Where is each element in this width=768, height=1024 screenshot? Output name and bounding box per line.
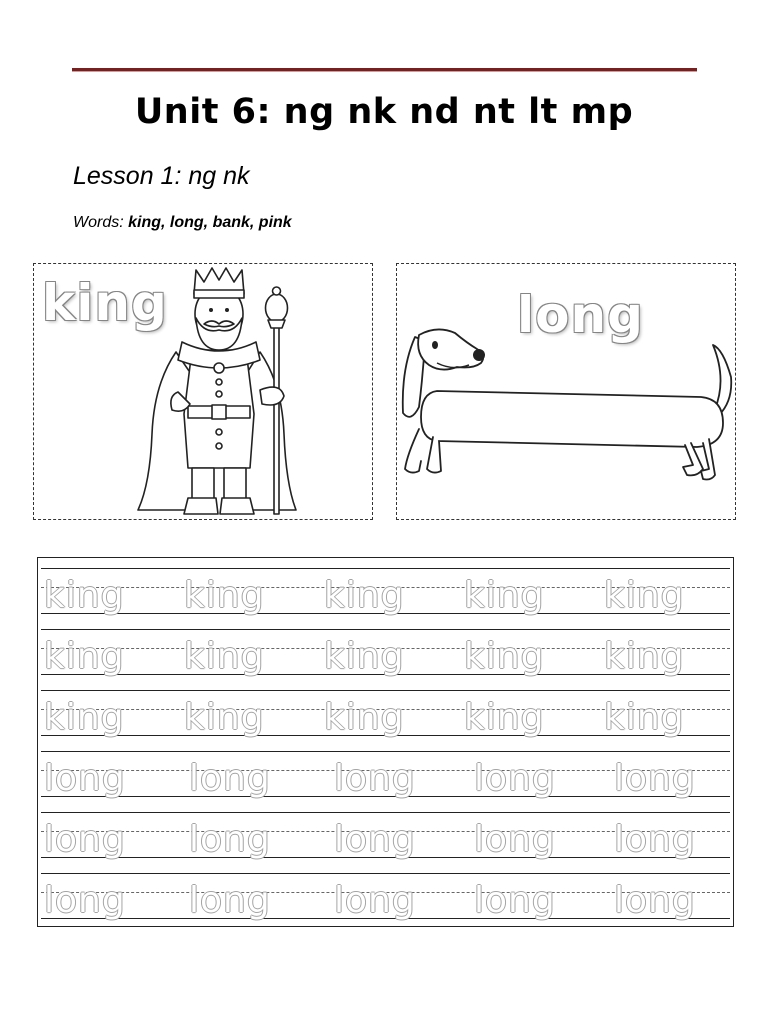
tracing-word[interactable]: king [44,575,125,616]
tracing-word[interactable]: long [614,819,696,860]
tracing-word[interactable]: long [474,819,556,860]
tracing-word[interactable]: long [474,758,556,799]
tracing-word[interactable]: king [464,575,545,616]
tracing-word[interactable]: king [324,697,405,738]
picture-label-long: long [517,286,644,344]
tracing-row [38,812,733,864]
tracing-word[interactable]: king [604,575,685,616]
tracing-word[interactable]: king [464,636,545,677]
long-dog-illustration-icon [397,319,736,489]
tracing-word[interactable]: long [44,880,126,921]
tracing-word[interactable]: long [189,758,271,799]
tracing-word[interactable]: king [184,697,265,738]
tracing-word[interactable]: long [474,880,556,921]
tracing-word[interactable]: king [324,636,405,677]
king-illustration-icon [134,264,314,520]
tracing-row [38,629,733,681]
tracing-word[interactable]: long [614,880,696,921]
unit-title: Unit 6: ng nk nd nt lt mp [134,92,634,132]
tracing-word[interactable]: long [189,880,271,921]
tracing-word[interactable]: king [184,636,265,677]
words-line [73,214,292,232]
picture-label-king: king [42,274,168,332]
tracing-row [38,751,733,803]
tracing-word[interactable]: long [614,758,696,799]
tracing-word[interactable]: king [44,636,125,677]
tracing-word[interactable]: long [334,758,416,799]
tracing-word[interactable]: long [44,819,126,860]
tracing-word[interactable]: long [44,758,126,799]
tracing-area [37,557,734,927]
tracing-word[interactable]: king [464,697,545,738]
lesson-title: Lesson 1: ng nk [73,162,250,190]
picture-card-king [33,263,373,520]
tracing-row [38,873,733,925]
picture-card-long [396,263,736,520]
tracing-word[interactable]: king [604,636,685,677]
tracing-word[interactable]: king [324,575,405,616]
words-prefix: Words: [73,214,124,231]
tracing-word[interactable]: king [604,697,685,738]
top-rule [72,68,697,72]
tracing-word[interactable]: long [334,880,416,921]
tracing-row [38,690,733,742]
tracing-word[interactable]: long [334,819,416,860]
tracing-word[interactable]: long [189,819,271,860]
words-list: king, long, bank, pink [128,214,292,231]
tracing-word[interactable]: king [44,697,125,738]
tracing-row [38,568,733,620]
tracing-word[interactable]: king [184,575,265,616]
